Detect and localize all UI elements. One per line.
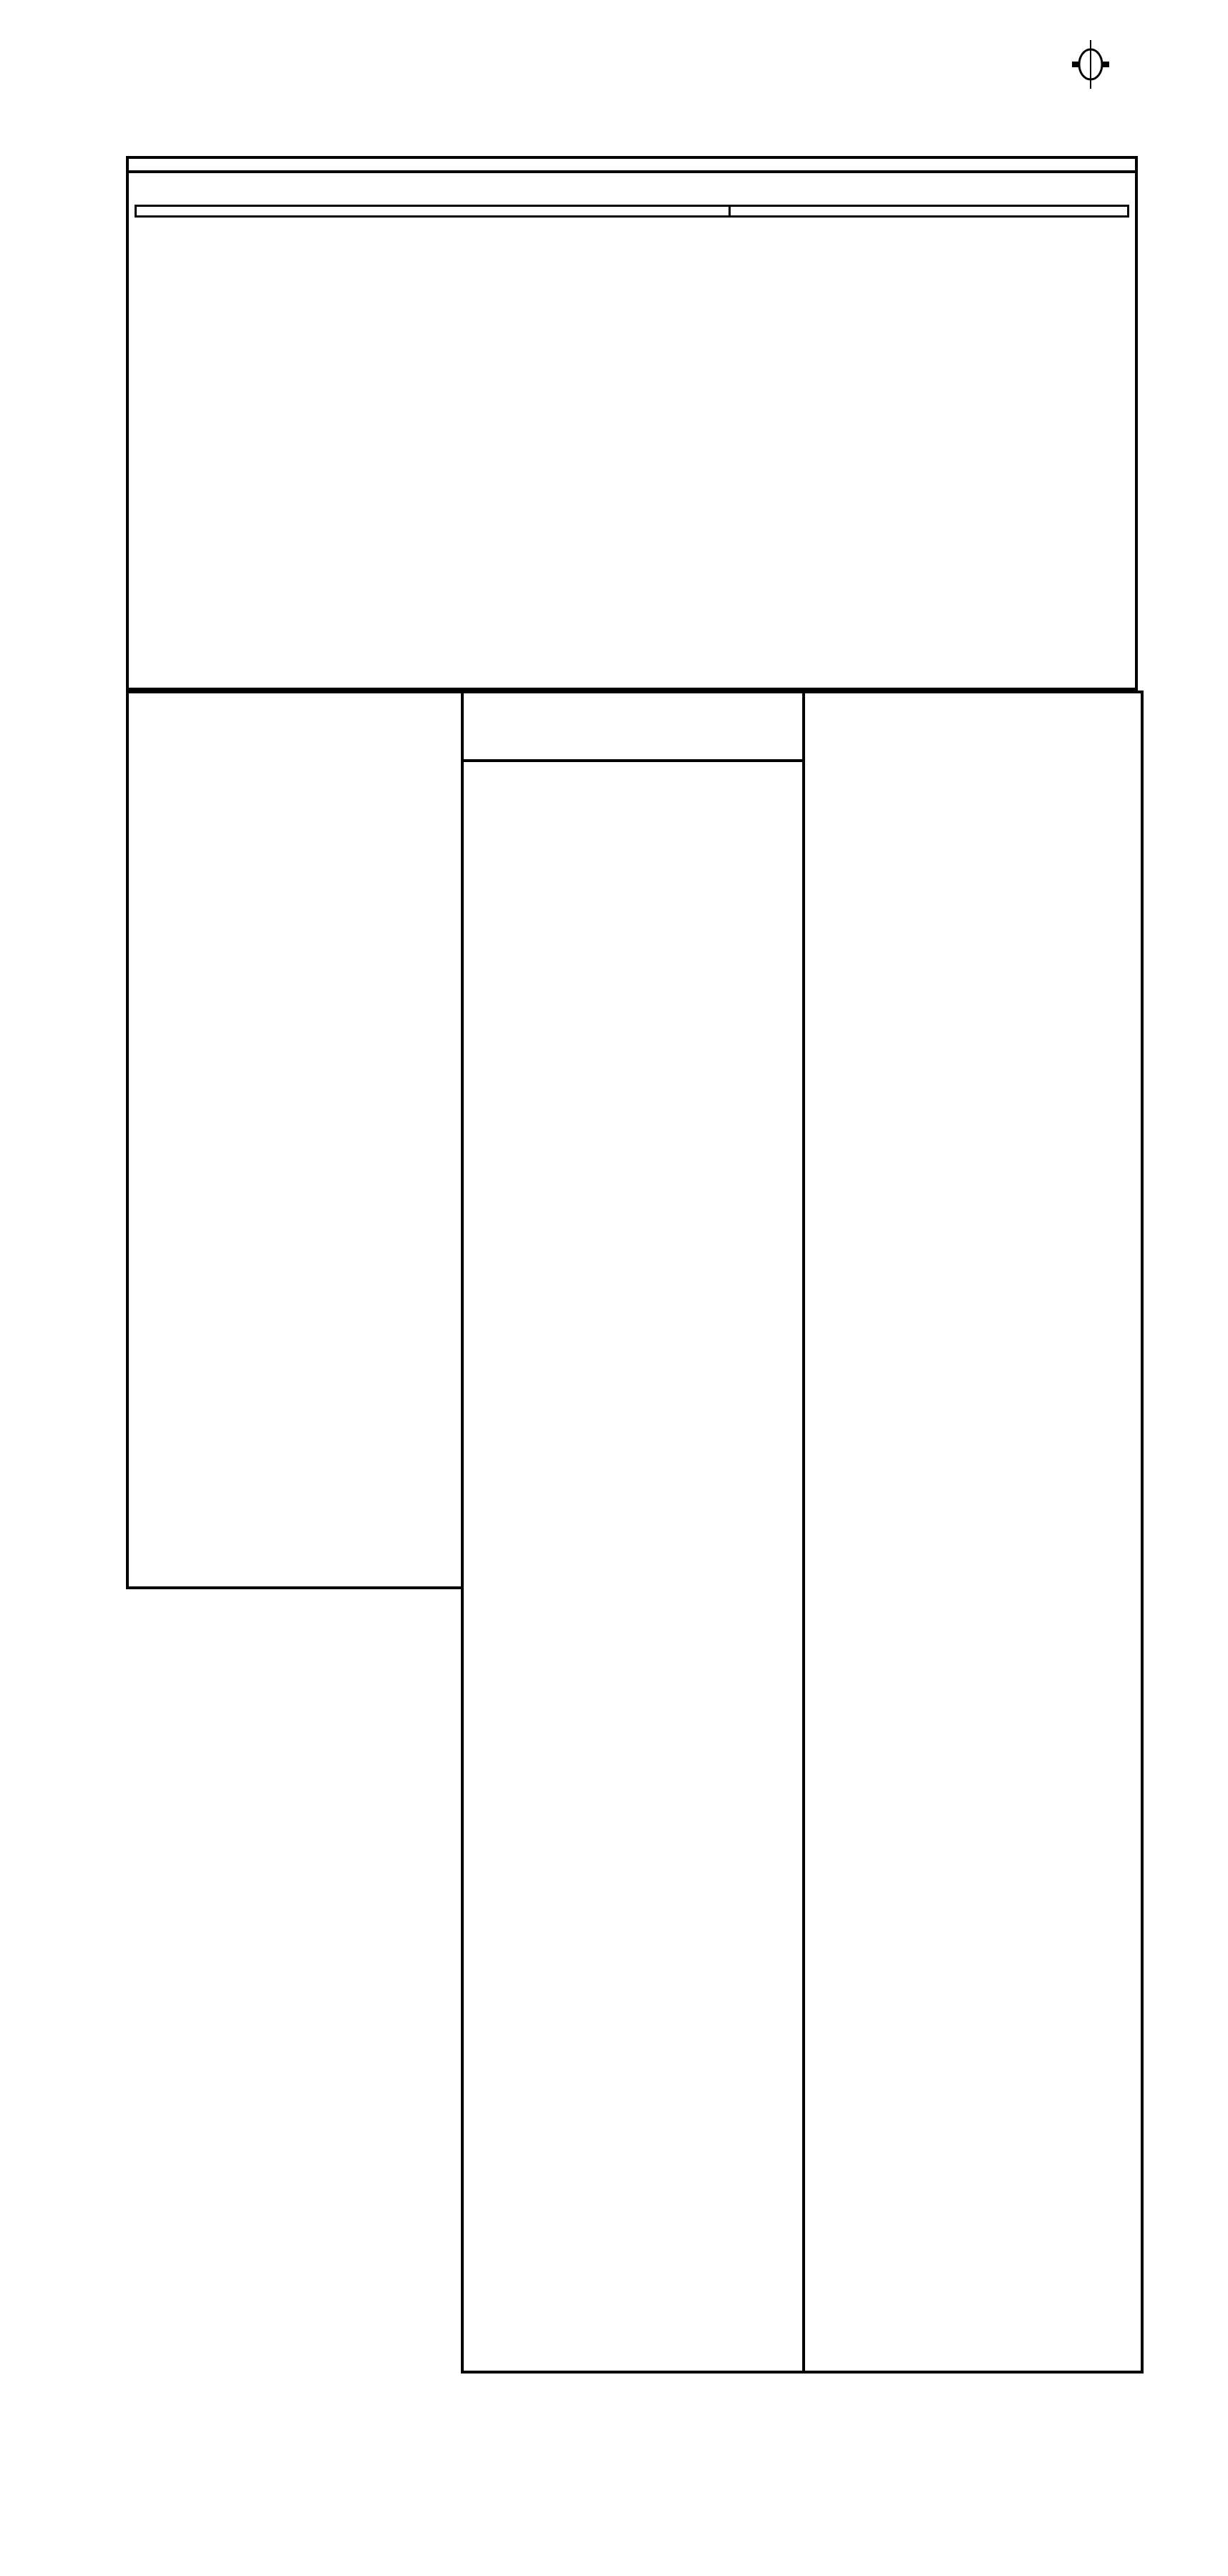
instructions-label (129, 192, 1135, 205)
mistake-section (129, 218, 1135, 226)
special-election-header (464, 693, 802, 762)
county-header (129, 159, 1135, 173)
to-vote-column (137, 207, 731, 215)
column-right (802, 691, 1144, 2373)
ballot-header-panel (126, 156, 1138, 691)
column-left (126, 691, 464, 1589)
timing-marks-top (43, 84, 1188, 137)
instructions-box (135, 205, 1129, 218)
warning-column (731, 207, 1127, 215)
timing-marks-bottom (43, 2499, 1116, 2549)
registration-crosshair-icon (1071, 40, 1111, 89)
column-middle (461, 691, 805, 2373)
voter-oath (129, 252, 1135, 263)
in-person-section (129, 238, 1135, 252)
